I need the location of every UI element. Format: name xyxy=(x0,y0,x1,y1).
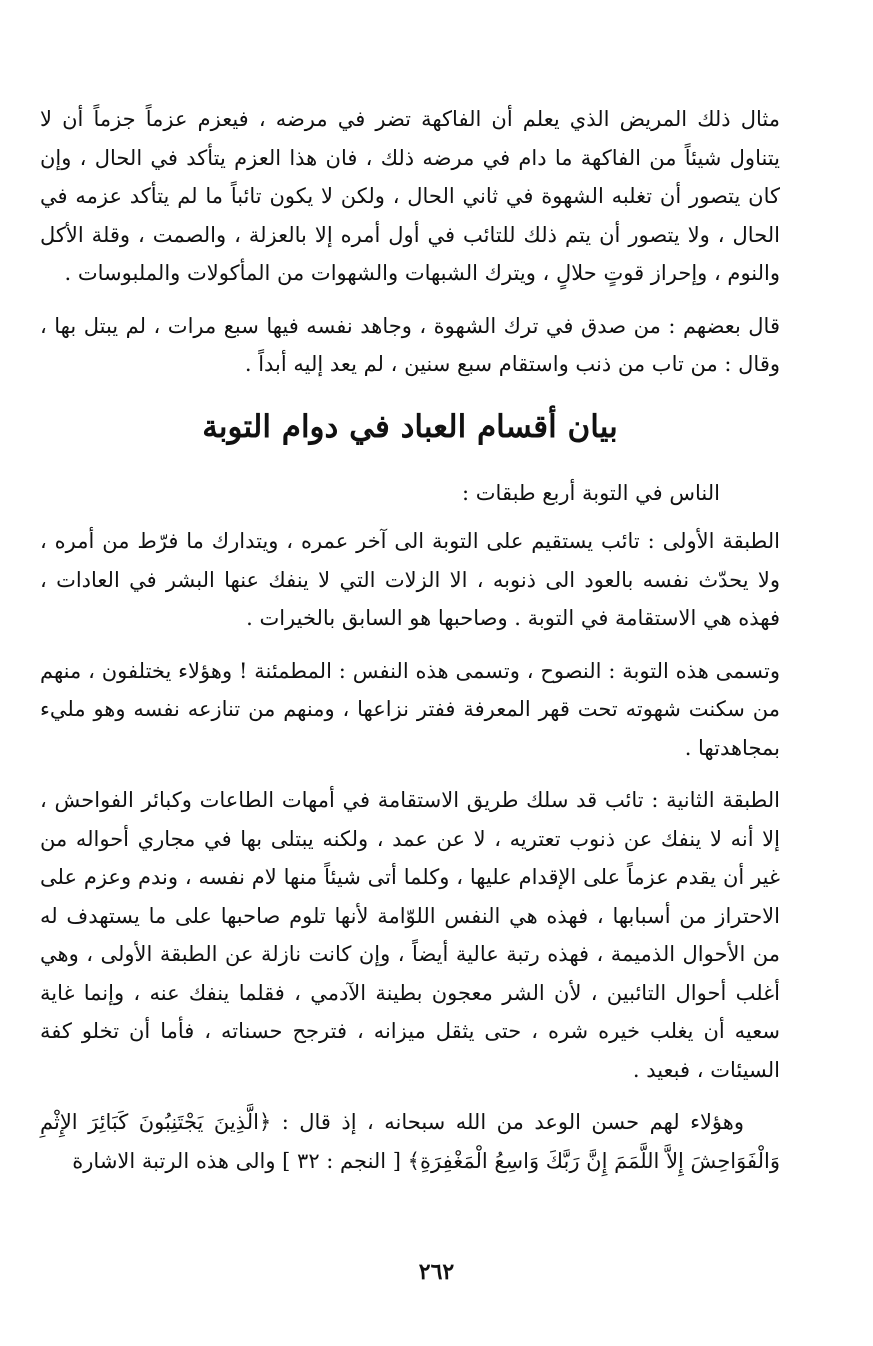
intro-line: الناس في التوبة أربع طبقات : xyxy=(462,480,720,505)
page-content xyxy=(40,100,780,1180)
paragraph-patient-example: مثال ذلك المريض الذي يعلم أن الفاكهة تضر في مرضه ، فيعزم عزماً جزماً أن لا يتناول شيئاً من الفاكهة ما دام في مرضه ذلك ، فان هذا العزم يتأكد في الحال ، وإن كان يتصور أن تغلبه الشهوة في ثاني الحال ، ولكن لا يكون تائباً ما لم يتأكد عزمه في الحال ، ولا يتصور أن يتم ذلك للتائب في أول أمره إلا بالعزلة ، والصمت ، وقلة الأكل والنوم ، وإحراز قوتٍ حلالٍ ، ويترك الشبهات والشهوات من المأكولات والملبوسات . xyxy=(40,107,780,285)
paragraph-first-class: الطبقة الأولى : تائب يستقيم على التوبة الى آخر عمره ، ويتدارك ما فرّط من أمره ، ولا يحدّث نفسه بالعود الى ذنوبه ، الا الزلات التي لا ينفك عنها البشر في العادات ، فهذه هي الاستقامة في التوبة . وصاحبها هو السابق بالخيرات . xyxy=(40,529,780,630)
paragraph-second-class: الطبقة الثانية : تائب قد سلك طريق الاستقامة في أمهات الطاعات وكبائر الفواحش ، إلا أنه لا ينفك عن ذنوب تعتريه ، لا عن عمد ، ولكنه يبتلى بها في مجاري أحواله من غير أن يقدم عزماً على الإقدام عليها ، وكلما أتى شيئاً منها لام نفسه ، وندم وعزم على الاحتراز من أسبابها ، فهذه هي النفس اللوّامة لأنها تلوم صاحبها على ما يستهدف له من الأحوال الذميمة ، فهذه رتبة عالية أيضاً ، وإن كانت نازلة عن الطبقة الأولى ، وهي أغلب أحوال التائبين ، لأن الشر معجون بطينة الآدمي ، فقلما ينفك عنه ، وإنما غاية سعيه أن يغلب خيره شره ، حتى يثقل ميزانه ، فترجح حسناته ، فأما أن تخلو كفة السيئات ، فبعيد . xyxy=(40,788,780,1082)
paragraph-quote: قال بعضهم : من صدق في ترك الشهوة ، وجاهد نفسه فيها سبع مرات ، لم يبتل بها ، وقال : من تاب من ذنب واستقام سبع سنين ، لم يعد إليه أبداً . xyxy=(40,313,780,376)
paragraph-quran-verse: وهؤلاء لهم حسن الوعد من الله سبحانه ، إذ قال : ﴿الَّذِينَ يَجْتَنِبُونَ كَبَائِرَ الإِثْمِ وَالْفَوَاحِشَ إِلاَّ اللَّمَمَ إِنَّ رَبَّكَ وَاسِعُ الْمَغْفِرَةِ﴾ [ النجم : ٣٢ ] والى هذه الرتبة الاشارة xyxy=(40,1110,780,1173)
page-number: ٢٦٢ xyxy=(418,1259,455,1285)
paragraph-nasuh: وتسمى هذه التوبة : النصوح ، وتسمى هذه النفس : المطمئنة ! وهؤلاء يختلفون ، منهم من سكنت شهوته تحت قهر المعرفة ففتر نزاعها ، ومنهم من تنازعه نفسه وهو مليء بمجاهدتها . xyxy=(40,658,780,760)
section-heading: بيان أقسام العباد في دوام التوبة xyxy=(202,408,618,445)
